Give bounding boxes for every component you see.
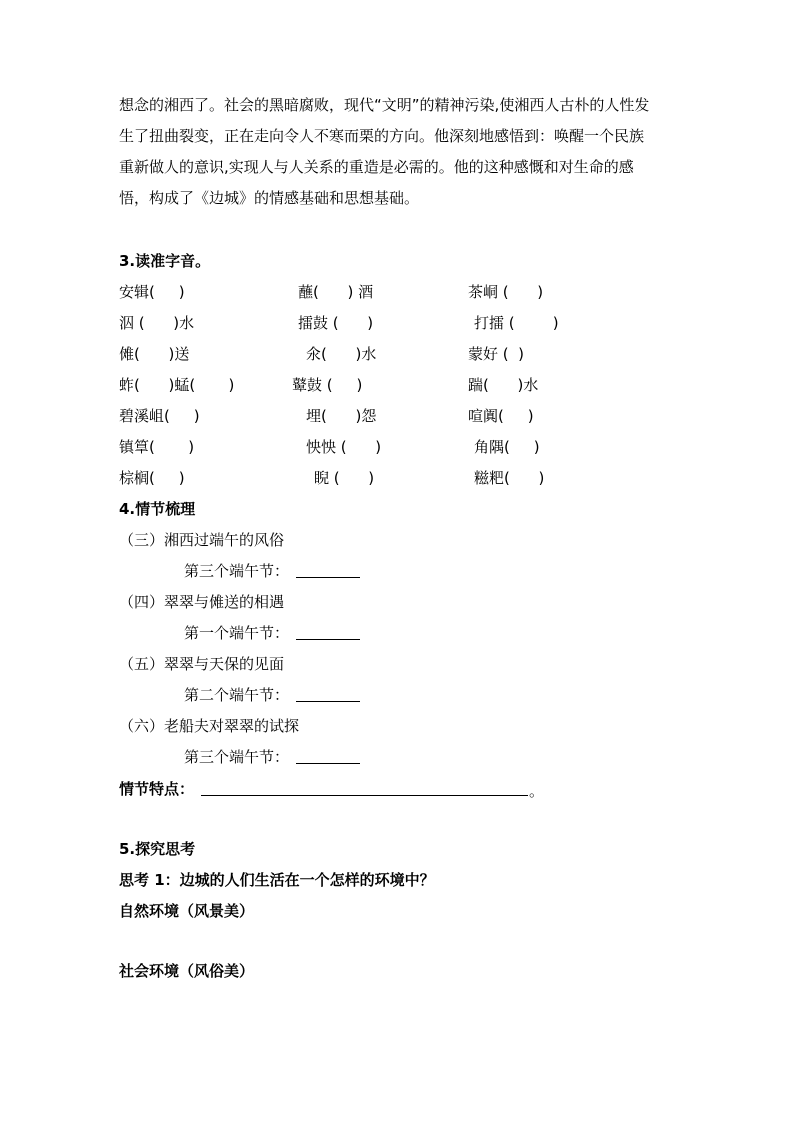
natural-environment-label: 自然环境（风景美） <box>119 902 255 920</box>
plot-heading: （五）翠翠与天保的见面 <box>119 655 285 673</box>
pinyin-item: 擂鼓 ( ) <box>298 314 374 332</box>
pinyin-item: 睨 ( ) <box>314 469 375 487</box>
intro-line: 悟，构成了《边城》的情感基础和思想基础。 <box>119 189 420 207</box>
intro-line: 想念的湘西了。社会的黑暗腐败，现代“文明”的精神污染,使湘西人古朴的人性发 <box>119 96 650 114</box>
intro-line: 重新做人的意识,实现人与人关系的重造是必需的。他的这种感慨和对生命的感 <box>119 158 634 176</box>
pinyin-item: 鼙鼓 ( ) <box>292 376 363 394</box>
section5-title: 5.探究思考 <box>119 840 196 858</box>
pinyin-item: 蘸( ) 酒 <box>298 283 374 301</box>
pinyin-item: 踹( )水 <box>468 376 539 394</box>
plot-sub-label: 第三个端午节： <box>184 562 290 580</box>
answer-blank[interactable] <box>296 577 360 578</box>
pinyin-item: 氽( )水 <box>306 345 377 363</box>
plot-sub-label: 第三个端午节： <box>184 748 290 766</box>
intro-line: 生了扭曲裂变，正在走向令人不寒而栗的方向。他深刻地感悟到：唤醒一个民族 <box>119 127 645 145</box>
plot-feature-blank[interactable] <box>201 795 528 796</box>
plot-heading: （六）老船夫对翠翠的试探 <box>119 717 300 735</box>
pinyin-item: 蒙好 ( ) <box>468 345 525 363</box>
social-environment-label: 社会环境（风俗美） <box>119 962 255 980</box>
pinyin-item: 安辑( ) <box>119 283 185 301</box>
pinyin-item: 糍粑( ) <box>474 469 545 487</box>
plot-sub-label: 第一个端午节： <box>184 624 290 642</box>
pinyin-item: 泅 ( )水 <box>119 314 195 332</box>
plot-feature-label: 情节特点： <box>119 780 195 798</box>
answer-blank[interactable] <box>296 763 360 764</box>
section4-title: 4.情节梳理 <box>119 500 196 518</box>
plot-sub-label: 第二个端午节： <box>184 686 290 704</box>
pinyin-item: 傩( )送 <box>119 345 190 363</box>
section5-question: 思考 1：边城的人们生活在一个怎样的环境中？ <box>119 871 435 889</box>
plot-heading: （三）湘西过端午的风俗 <box>119 531 285 549</box>
answer-blank[interactable] <box>296 701 360 702</box>
plot-heading: （四）翠翠与傩送的相遇 <box>119 593 285 611</box>
plot-feature-end: 。 <box>529 782 545 800</box>
pinyin-item: 碧溪岨( ) <box>119 407 200 425</box>
pinyin-item: 怏怏 ( ) <box>306 438 382 456</box>
pinyin-item: 角隅( ) <box>474 438 540 456</box>
pinyin-item: 镇筸( ) <box>119 438 195 456</box>
intro-paragraph <box>119 90 679 214</box>
section3-title: 3.读准字音。 <box>119 252 211 270</box>
pinyin-item: 打擂 ( ) <box>474 314 559 332</box>
pinyin-item: 棕榈( ) <box>119 469 185 487</box>
answer-blank[interactable] <box>296 639 360 640</box>
pinyin-item: 茶峒 ( ) <box>468 283 544 301</box>
pinyin-item: 喧阗( ) <box>468 407 534 425</box>
pinyin-item: 埋( )怨 <box>306 407 377 425</box>
pinyin-item: 蚱( )蜢( ) <box>119 376 235 394</box>
